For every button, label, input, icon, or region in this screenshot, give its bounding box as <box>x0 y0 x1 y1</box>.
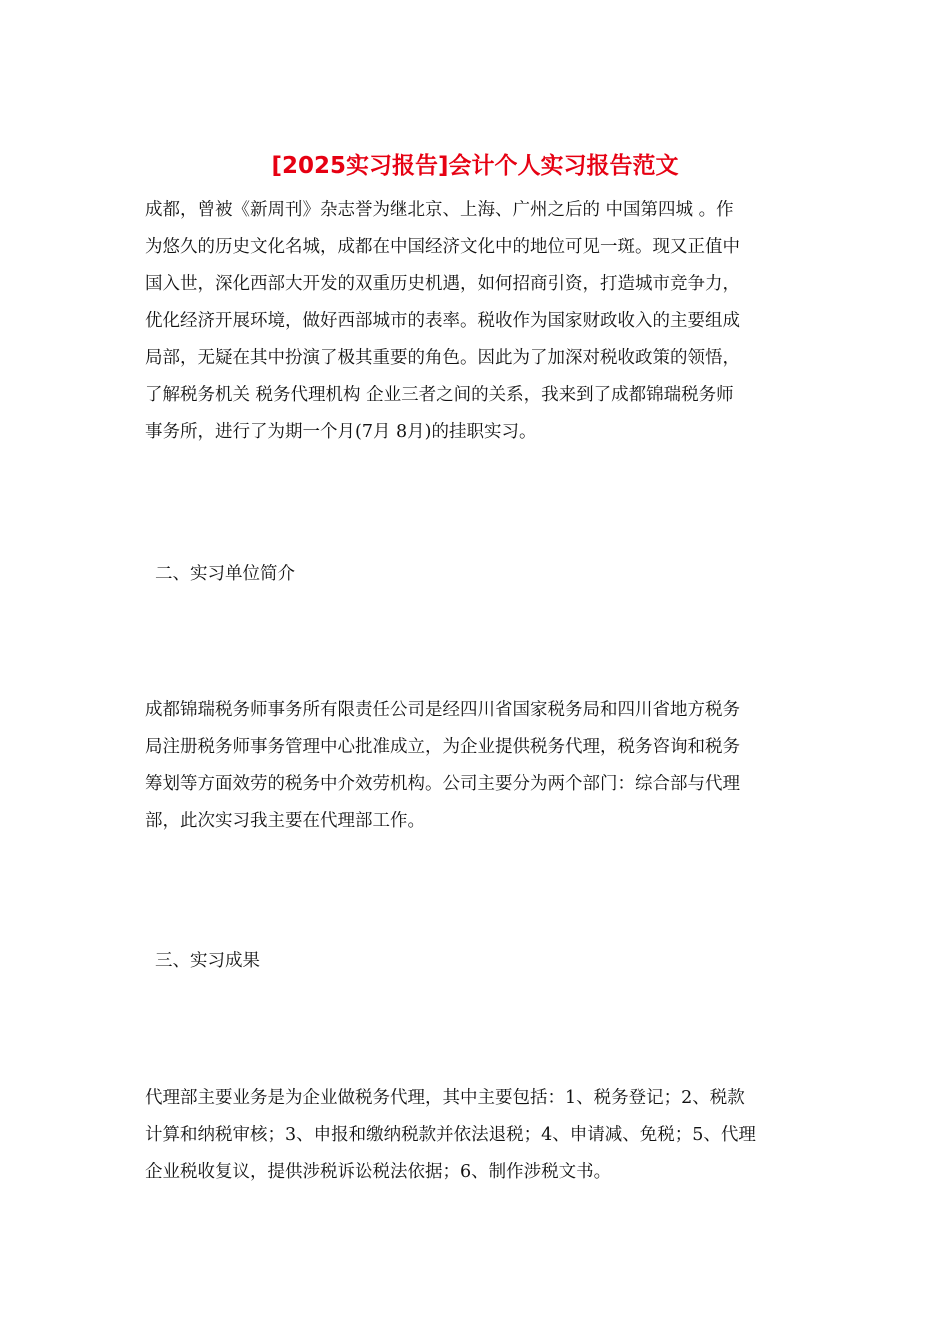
text-line: 企业税收复议，提供涉税诉讼税法依据；6、制作涉税文书。 <box>145 1162 612 1182</box>
company-intro-paragraph <box>145 692 810 840</box>
text-line: 优化经济开展环境，做好西部城市的表率。税收作为国家财政收入的主要组成 <box>145 311 740 331</box>
results-paragraph <box>145 1080 810 1191</box>
text-line: 局注册税务师事务管理中心批准成立，为企业提供税务代理，税务咨询和税务 <box>145 737 740 757</box>
text-line: 部，此次实习我主要在代理部工作。 <box>145 811 425 831</box>
text-line: 计算和纳税审核；3、申报和缴纳税款并依法退税；4、申请减、免税；5、代理 <box>145 1125 756 1145</box>
text-line: 成都，曾被《新周刊》杂志誉为继北京、上海、广州之后的 中国第四城 。作 <box>145 200 734 220</box>
text-line: 了解税务机关 税务代理机构 企业三者之间的关系，我来到了成都锦瑞税务师 <box>145 385 734 405</box>
intro-paragraph <box>145 192 810 451</box>
text-line: 事务所，进行了为期一个月(7月 8月)的挂职实习。 <box>145 422 537 442</box>
text-line: 成都锦瑞税务师事务所有限责任公司是经四川省国家税务局和四川省地方税务 <box>145 700 740 720</box>
document-title: [2025实习报告]会计个人实习报告范文 <box>271 153 679 179</box>
text-line: 筹划等方面效劳的税务中介效劳机构。公司主要分为两个部门：综合部与代理 <box>145 774 740 794</box>
section-heading-company-intro: 二、实习单位简介 <box>155 564 295 584</box>
section-heading-results: 三、实习成果 <box>155 951 260 971</box>
text-line: 代理部主要业务是为企业做税务代理，其中主要包括：1、税务登记；2、税款 <box>145 1088 745 1108</box>
text-line: 国入世，深化西部大开发的双重历史机遇，如何招商引资，打造城市竞争力， <box>145 274 740 294</box>
text-line: 为悠久的历史文化名城，成都在中国经济文化中的地位可见一斑。现又正值中 <box>145 237 740 257</box>
text-line: 局部，无疑在其中扮演了极其重要的角色。因此为了加深对税收政策的领悟， <box>145 348 740 368</box>
